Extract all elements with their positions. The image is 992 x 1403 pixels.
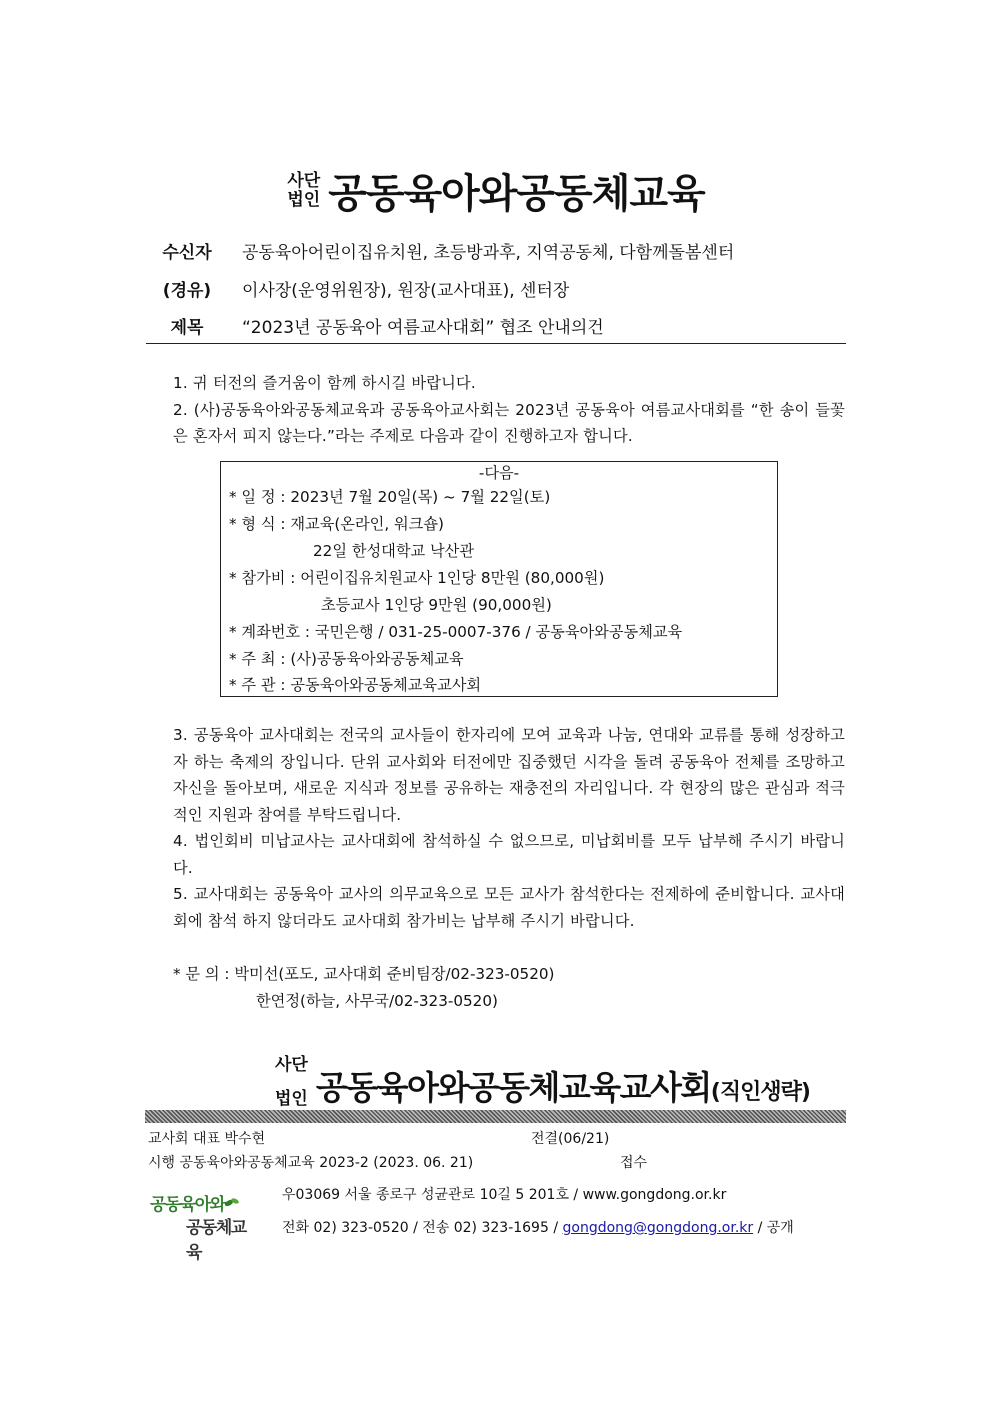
- email-link[interactable]: gongdong@gongdong.or.kr: [562, 1220, 754, 1236]
- subject-label: 제목: [170, 318, 204, 338]
- org-logo: [150, 1190, 260, 1263]
- org-name: 공동육아와공동체교육: [328, 171, 705, 217]
- via-label: (경유): [162, 281, 212, 301]
- paragraph-4: 4. 법인회비 미납교사는 교사대회에 참석하실 수 없으므로, 미납회비를 모두 납부해 주시기 바랍니다.: [173, 832, 845, 877]
- account-line: * 계좌번호 : 국민은행 / 031-25-0007-376 / 공동육아와공동체교육: [229, 623, 683, 641]
- receipt-label: 접수: [620, 1155, 648, 1171]
- organizer-line: * 주 관 : 공동육아와공동체교육교사회: [229, 676, 482, 694]
- recipient-value: 공동육아어린이집유치원, 초등방과후, 지역공동체, 다함께돌봄센터: [242, 243, 735, 263]
- host-line: * 주 최 : (사)공동육아와공동체교육: [229, 650, 464, 668]
- contact-line-2: 한연정(하늘, 사무국/02-323-0520): [256, 992, 498, 1010]
- address: 우03069 서울 종로구 성균관로 10길 5 201호 / www.gongdong.or.kr: [282, 1187, 727, 1203]
- representative: 교사회 대표 박수현: [148, 1131, 266, 1147]
- subject-row: [146, 313, 846, 338]
- paragraph-1: 1. 귀 터전의 즐거움이 함께 하시길 바랍니다.: [173, 374, 476, 392]
- signature-corp-line-2: 법인: [275, 1089, 308, 1109]
- logo-line-1: 공동육아와: [150, 1195, 225, 1215]
- details-heading: -다음-: [478, 464, 520, 482]
- phone-fax: 전화 02) 323-0520 / 전송 02) 323-1695 /: [282, 1220, 559, 1236]
- via-value: 이사장(운영위원장), 원장(교사대표), 센터장: [242, 281, 570, 301]
- document-header: [0, 162, 992, 219]
- contact-line-1: * 문 의 : 박미선(포도, 교사대회 준비팀장/02-323-0520): [173, 965, 555, 983]
- intro-paragraphs: [173, 370, 845, 450]
- corp-type-label: [287, 172, 320, 210]
- leaf-icon: [224, 1196, 240, 1210]
- issue-info: 시행 공동육아와공동체교육 2023-2 (2023. 06. 21): [148, 1155, 474, 1171]
- paragraph-2: 2. (사)공동육아와공동체교육과 공동육아교사회는 2023년 공동육아 여름교사대회를 “한 송이 들꽃은 혼자서 피지 않는다.”라는 주제로 다음과 같이 진행하고자 합니다.: [173, 400, 845, 445]
- format-place-line: 22일 한성대학교 낙산관: [313, 542, 475, 560]
- schedule-line: * 일 정 : 2023년 7월 20일(목) ~ 7월 22일(토): [229, 488, 551, 506]
- logo-line-2: 공동체교육: [186, 1218, 246, 1263]
- footer-divider-band: [145, 1110, 846, 1123]
- paragraph-3: 3. 공동육아 교사대회는 전국의 교사들이 한자리에 모여 교육과 나눔, 연대와 교류를 통해 성장하고자 하는 축제의 장입니다. 단위 교사회와 터전에만 집중했던 시각을 돌려 공동육아 전체를 조망하고 자신을 돌아보며, 새로운 지식과 정보를 공유하는 재충전의 자리입니다. 각 현장의 많은 관심과 적극적인 지원과 참여를 부탁드립니다.: [173, 726, 845, 824]
- signature-org-name: [316, 1062, 810, 1109]
- recipient-row: [146, 238, 846, 263]
- header-divider: [146, 343, 846, 344]
- disclosure: / 공개: [757, 1220, 794, 1236]
- details-box: [220, 461, 778, 697]
- fee-elementary-line: 초등교사 1인당 9만원 (90,000원): [321, 596, 552, 614]
- signature-block: [275, 1048, 810, 1116]
- format-line: * 형 식 : 재교육(온라인, 워크숍): [229, 515, 444, 533]
- corp-line-2: 법인: [287, 189, 321, 210]
- paragraph-5: 5. 교사대회는 공동육아 교사의 의무교육으로 모든 교사가 참석한다는 전제하에 준비합니다. 교사대회에 참석 하지 않더라도 교사대회 참가비는 납부해 주시기 바랍니다.: [173, 885, 845, 930]
- signature-corp-line-1: 사단: [275, 1055, 308, 1075]
- subject-value: “2023년 공동육아 여름교사대회” 협조 안내의건: [242, 318, 604, 338]
- signature-org-text: 공동육아와공동체교육교사회: [315, 1067, 711, 1107]
- body-paragraphs: [173, 722, 845, 934]
- via-row: [146, 276, 846, 301]
- corp-line-1: 사단: [287, 170, 321, 191]
- recipient-label: 수신자: [162, 243, 212, 263]
- contact-footer: [282, 1219, 794, 1237]
- approval: 전결(06/21): [531, 1131, 610, 1147]
- signature-corp-type: [275, 1048, 308, 1116]
- fee-line: * 참가비 : 어린이집유치원교사 1인당 8만원 (80,000원): [229, 569, 605, 587]
- seal-note: (직인생략): [710, 1079, 810, 1105]
- org-title: [287, 162, 704, 219]
